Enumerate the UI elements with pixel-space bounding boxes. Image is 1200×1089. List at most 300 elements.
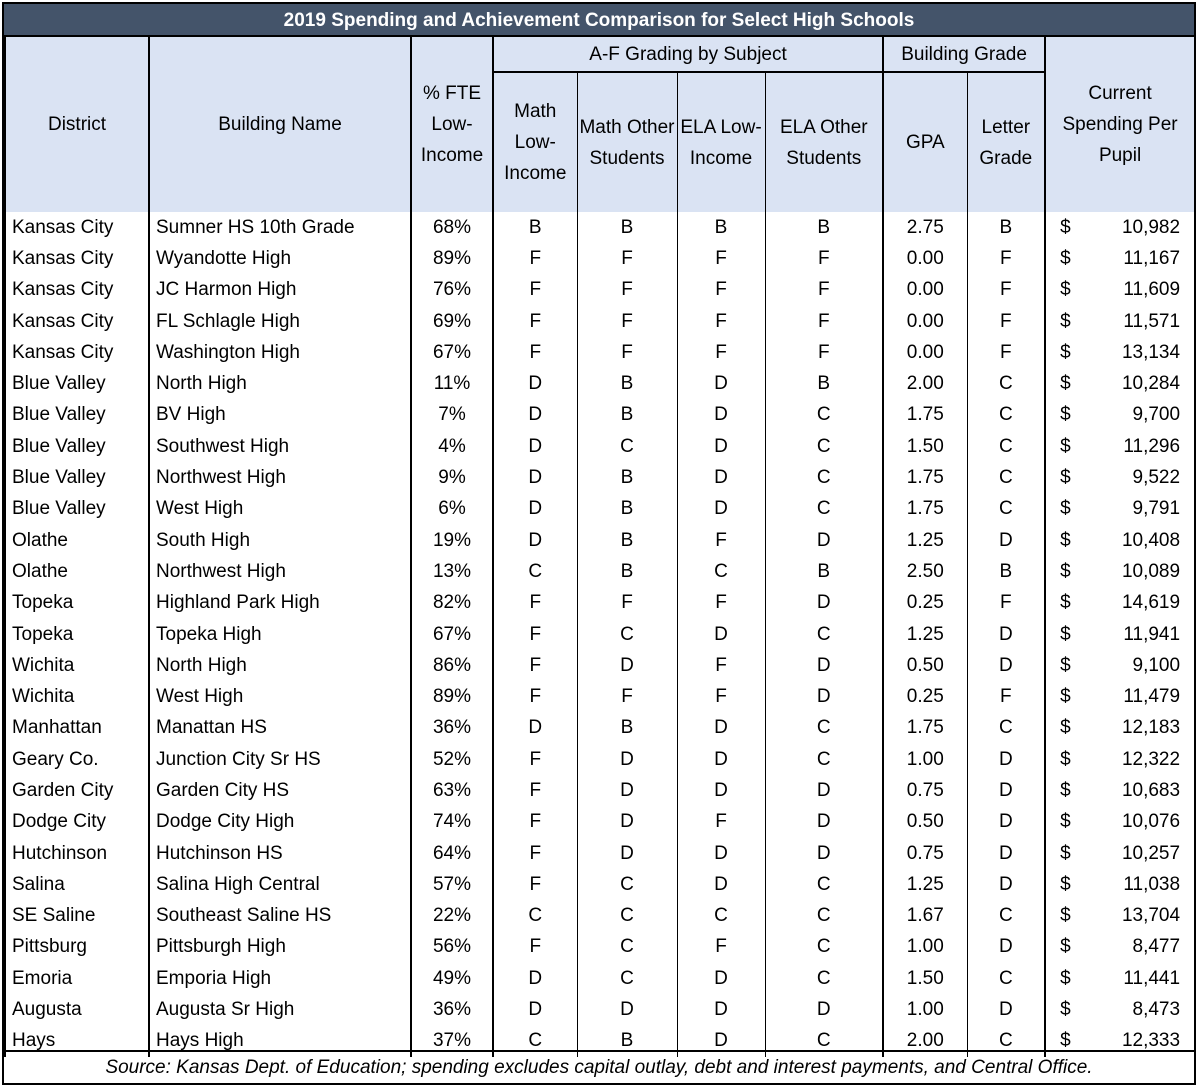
building-name-cell: FL Schlagle High xyxy=(149,306,411,337)
spending-value: 11,441 xyxy=(1123,967,1181,989)
math-low-income-cell: F xyxy=(493,807,577,838)
gpa-cell: 0.00 xyxy=(883,337,967,368)
currency-symbol: $ xyxy=(1060,686,1071,708)
district-cell: Emoria xyxy=(5,963,149,994)
table-row xyxy=(5,212,1195,243)
ela-low-income-cell: D xyxy=(677,494,765,525)
gpa-cell: 0.00 xyxy=(883,275,967,306)
math-other-students-cell: C xyxy=(577,932,677,963)
header-letter-grade: Letter Grade xyxy=(967,72,1045,212)
spending-value: 9,700 xyxy=(1132,404,1181,426)
ela-low-income-cell: F xyxy=(677,807,765,838)
gpa-cell: 0.50 xyxy=(883,650,967,681)
currency-symbol: $ xyxy=(1060,779,1071,801)
district-cell: Salina xyxy=(5,869,149,900)
math-other-students-cell: B xyxy=(577,494,677,525)
spending-per-pupil-cell xyxy=(1045,462,1195,493)
table-row xyxy=(5,588,1195,619)
spending-value: 13,704 xyxy=(1121,905,1181,927)
letter-grade-cell: D xyxy=(967,932,1045,963)
district-cell: Blue Valley xyxy=(5,431,149,462)
fte-low-income-cell: 7% xyxy=(411,400,493,431)
ela-low-income-cell: D xyxy=(677,1026,765,1057)
spending-value: 12,322 xyxy=(1121,748,1181,770)
ela-low-income-cell: D xyxy=(677,713,765,744)
spending-per-pupil-cell xyxy=(1045,744,1195,775)
letter-grade-cell: F xyxy=(967,588,1045,619)
building-name-cell: Topeka High xyxy=(149,619,411,650)
building-name-cell: Wyandotte High xyxy=(149,243,411,274)
spending-value: 11,941 xyxy=(1123,623,1181,645)
table-row xyxy=(5,556,1195,587)
spending-per-pupil-cell xyxy=(1045,775,1195,806)
spending-per-pupil-cell xyxy=(1045,337,1195,368)
math-other-students-cell: C xyxy=(577,431,677,462)
header-math-other-students: Math Other Students xyxy=(577,72,677,212)
gpa-cell: 2.75 xyxy=(883,212,967,243)
building-name-cell: Hutchinson HS xyxy=(149,838,411,869)
ela-other-students-cell: F xyxy=(765,243,883,274)
math-low-income-cell: C xyxy=(493,901,577,932)
district-cell: Blue Valley xyxy=(5,368,149,399)
ela-other-students-cell: D xyxy=(765,807,883,838)
gpa-cell: 2.00 xyxy=(883,368,967,399)
fte-low-income-cell: 89% xyxy=(411,681,493,712)
ela-low-income-cell: D xyxy=(677,462,765,493)
district-cell: Pittsburg xyxy=(5,932,149,963)
spending-value: 10,089 xyxy=(1121,560,1181,582)
spending-value: 12,183 xyxy=(1121,717,1181,739)
fte-low-income-cell: 67% xyxy=(411,337,493,368)
building-name-cell: West High xyxy=(149,681,411,712)
spending-per-pupil-cell xyxy=(1045,212,1195,243)
currency-symbol: $ xyxy=(1060,1030,1071,1052)
ela-other-students-cell: C xyxy=(765,462,883,493)
building-name-cell: Southeast Saline HS xyxy=(149,901,411,932)
currency-symbol: $ xyxy=(1060,310,1071,332)
district-cell: Manhattan xyxy=(5,713,149,744)
spending-per-pupil-cell xyxy=(1045,807,1195,838)
currency-symbol: $ xyxy=(1060,498,1071,520)
math-low-income-cell: F xyxy=(493,650,577,681)
spending-per-pupil-cell xyxy=(1045,994,1195,1025)
math-other-students-cell: F xyxy=(577,681,677,712)
building-name-cell: South High xyxy=(149,525,411,556)
spending-value: 11,038 xyxy=(1123,873,1181,895)
building-name-cell: Junction City Sr HS xyxy=(149,744,411,775)
math-other-students-cell: B xyxy=(577,525,677,556)
letter-grade-cell: C xyxy=(967,368,1045,399)
table-body xyxy=(5,212,1195,1057)
letter-grade-cell: D xyxy=(967,744,1045,775)
currency-symbol: $ xyxy=(1060,842,1071,864)
ela-low-income-cell: F xyxy=(677,932,765,963)
ela-low-income-cell: D xyxy=(677,963,765,994)
building-name-cell: Northwest High xyxy=(149,462,411,493)
gpa-cell: 0.50 xyxy=(883,807,967,838)
spending-value: 11,167 xyxy=(1123,247,1181,269)
fte-low-income-cell: 56% xyxy=(411,932,493,963)
ela-low-income-cell: C xyxy=(677,556,765,587)
ela-other-students-cell: D xyxy=(765,588,883,619)
math-other-students-cell: B xyxy=(577,1026,677,1057)
district-cell: Dodge City xyxy=(5,807,149,838)
currency-symbol: $ xyxy=(1060,873,1071,895)
gpa-cell: 1.00 xyxy=(883,932,967,963)
spending-per-pupil-cell xyxy=(1045,306,1195,337)
ela-other-students-cell: B xyxy=(765,556,883,587)
table-row xyxy=(5,400,1195,431)
building-name-cell: Pittsburgh High xyxy=(149,932,411,963)
source-note: Source: Kansas Dept. of Education; spending excludes capital outlay, debt and interest payments, and Central Office. xyxy=(4,1050,1194,1083)
currency-symbol: $ xyxy=(1060,404,1071,426)
gpa-cell: 1.75 xyxy=(883,713,967,744)
letter-grade-cell: C xyxy=(967,901,1045,932)
currency-symbol: $ xyxy=(1060,341,1071,363)
building-name-cell: Manattan HS xyxy=(149,713,411,744)
table-row xyxy=(5,431,1195,462)
letter-grade-cell: D xyxy=(967,525,1045,556)
fte-low-income-cell: 37% xyxy=(411,1026,493,1057)
gpa-cell: 0.00 xyxy=(883,243,967,274)
letter-grade-cell: C xyxy=(967,713,1045,744)
ela-other-students-cell: F xyxy=(765,275,883,306)
gpa-cell: 1.50 xyxy=(883,431,967,462)
ela-other-students-cell: C xyxy=(765,901,883,932)
table-row xyxy=(5,243,1195,274)
currency-symbol: $ xyxy=(1060,748,1071,770)
math-other-students-cell: B xyxy=(577,400,677,431)
letter-grade-cell: F xyxy=(967,337,1045,368)
district-cell: Hutchinson xyxy=(5,838,149,869)
math-low-income-cell: B xyxy=(493,212,577,243)
letter-grade-cell: C xyxy=(967,1026,1045,1057)
table-row xyxy=(5,525,1195,556)
letter-grade-cell: D xyxy=(967,775,1045,806)
header-building-grade-group: Building Grade xyxy=(883,37,1045,72)
ela-low-income-cell: D xyxy=(677,619,765,650)
fte-low-income-cell: 64% xyxy=(411,838,493,869)
math-low-income-cell: D xyxy=(493,525,577,556)
letter-grade-cell: C xyxy=(967,462,1045,493)
building-name-cell: North High xyxy=(149,368,411,399)
gpa-cell: 1.00 xyxy=(883,994,967,1025)
spending-per-pupil-cell xyxy=(1045,681,1195,712)
currency-symbol: $ xyxy=(1060,279,1071,301)
table-row xyxy=(5,994,1195,1025)
table-row xyxy=(5,306,1195,337)
currency-symbol: $ xyxy=(1060,529,1071,551)
letter-grade-cell: B xyxy=(967,556,1045,587)
currency-symbol: $ xyxy=(1060,999,1071,1021)
building-name-cell: BV High xyxy=(149,400,411,431)
currency-symbol: $ xyxy=(1060,467,1071,489)
building-name-cell: Augusta Sr High xyxy=(149,994,411,1025)
ela-other-students-cell: D xyxy=(765,775,883,806)
fte-low-income-cell: 86% xyxy=(411,650,493,681)
letter-grade-cell: F xyxy=(967,275,1045,306)
currency-symbol: $ xyxy=(1060,905,1071,927)
gpa-cell: 1.25 xyxy=(883,869,967,900)
letter-grade-cell: C xyxy=(967,494,1045,525)
building-name-cell: JC Harmon High xyxy=(149,275,411,306)
spending-per-pupil-cell xyxy=(1045,431,1195,462)
fte-low-income-cell: 22% xyxy=(411,901,493,932)
building-name-cell: Hays High xyxy=(149,1026,411,1057)
ela-other-students-cell: D xyxy=(765,525,883,556)
table-row xyxy=(5,494,1195,525)
table-row xyxy=(5,963,1195,994)
district-cell: Topeka xyxy=(5,619,149,650)
building-name-cell: Southwest High xyxy=(149,431,411,462)
fte-low-income-cell: 69% xyxy=(411,306,493,337)
ela-other-students-cell: C xyxy=(765,869,883,900)
spending-per-pupil-cell xyxy=(1045,588,1195,619)
spending-per-pupil-cell xyxy=(1045,368,1195,399)
fte-low-income-cell: 9% xyxy=(411,462,493,493)
table-title: 2019 Spending and Achievement Comparison for Select High Schools xyxy=(4,4,1194,37)
math-low-income-cell: F xyxy=(493,744,577,775)
ela-other-students-cell: C xyxy=(765,619,883,650)
currency-symbol: $ xyxy=(1060,560,1071,582)
fte-low-income-cell: 4% xyxy=(411,431,493,462)
table-row xyxy=(5,932,1195,963)
math-other-students-cell: B xyxy=(577,212,677,243)
ela-other-students-cell: C xyxy=(765,932,883,963)
ela-low-income-cell: F xyxy=(677,243,765,274)
building-name-cell: Dodge City High xyxy=(149,807,411,838)
header-fte-low-income: % FTE Low-Income xyxy=(411,37,493,212)
letter-grade-cell: D xyxy=(967,869,1045,900)
currency-symbol: $ xyxy=(1060,216,1071,238)
building-name-cell: Washington High xyxy=(149,337,411,368)
ela-low-income-cell: F xyxy=(677,681,765,712)
table-row xyxy=(5,901,1195,932)
district-cell: Kansas City xyxy=(5,275,149,306)
math-low-income-cell: C xyxy=(493,1026,577,1057)
spending-achievement-table xyxy=(4,37,1196,1057)
spending-value: 14,619 xyxy=(1121,592,1181,614)
ela-low-income-cell: D xyxy=(677,838,765,869)
ela-other-students-cell: C xyxy=(765,713,883,744)
header-ela-other-students: ELA Other Students xyxy=(765,72,883,212)
math-low-income-cell: F xyxy=(493,932,577,963)
ela-other-students-cell: D xyxy=(765,994,883,1025)
district-cell: Kansas City xyxy=(5,337,149,368)
ela-other-students-cell: F xyxy=(765,337,883,368)
ela-low-income-cell: D xyxy=(677,869,765,900)
gpa-cell: 1.25 xyxy=(883,619,967,650)
table-row xyxy=(5,368,1195,399)
spending-value: 10,683 xyxy=(1121,779,1181,801)
ela-low-income-cell: F xyxy=(677,525,765,556)
ela-low-income-cell: D xyxy=(677,744,765,775)
spending-per-pupil-cell xyxy=(1045,869,1195,900)
ela-other-students-cell: C xyxy=(765,963,883,994)
ela-other-students-cell: B xyxy=(765,368,883,399)
ela-other-students-cell: D xyxy=(765,838,883,869)
gpa-cell: 0.25 xyxy=(883,681,967,712)
spending-per-pupil-cell xyxy=(1045,556,1195,587)
header-spending-per-pupil: Current Spending Per Pupil xyxy=(1045,37,1195,212)
building-name-cell: Highland Park High xyxy=(149,588,411,619)
district-cell: Garden City xyxy=(5,775,149,806)
fte-low-income-cell: 57% xyxy=(411,869,493,900)
district-cell: Blue Valley xyxy=(5,400,149,431)
fte-low-income-cell: 89% xyxy=(411,243,493,274)
building-name-cell: Emporia High xyxy=(149,963,411,994)
spending-per-pupil-cell xyxy=(1045,525,1195,556)
table-row xyxy=(5,337,1195,368)
gpa-cell: 1.75 xyxy=(883,494,967,525)
math-low-income-cell: F xyxy=(493,588,577,619)
district-cell: Wichita xyxy=(5,650,149,681)
math-low-income-cell: D xyxy=(493,994,577,1025)
ela-low-income-cell: F xyxy=(677,306,765,337)
building-name-cell: Sumner HS 10th Grade xyxy=(149,212,411,243)
math-other-students-cell: F xyxy=(577,243,677,274)
currency-symbol: $ xyxy=(1060,967,1071,989)
spending-value: 13,134 xyxy=(1121,341,1181,363)
ela-low-income-cell: F xyxy=(677,337,765,368)
header-district: District xyxy=(5,37,149,212)
header-af-grading-group: A-F Grading by Subject xyxy=(493,37,883,72)
currency-symbol: $ xyxy=(1060,936,1071,958)
spending-value: 10,257 xyxy=(1121,842,1181,864)
currency-symbol: $ xyxy=(1060,623,1071,645)
gpa-cell: 1.75 xyxy=(883,462,967,493)
math-other-students-cell: B xyxy=(577,713,677,744)
currency-symbol: $ xyxy=(1060,717,1071,739)
math-low-income-cell: C xyxy=(493,556,577,587)
spending-per-pupil-cell xyxy=(1045,901,1195,932)
spending-per-pupil-cell xyxy=(1045,619,1195,650)
spending-value: 9,522 xyxy=(1132,467,1181,489)
fte-low-income-cell: 52% xyxy=(411,744,493,775)
spending-value: 8,477 xyxy=(1132,936,1181,958)
fte-low-income-cell: 76% xyxy=(411,275,493,306)
header-building-name: Building Name xyxy=(149,37,411,212)
letter-grade-cell: D xyxy=(967,650,1045,681)
spending-per-pupil-cell xyxy=(1045,838,1195,869)
math-other-students-cell: C xyxy=(577,619,677,650)
letter-grade-cell: C xyxy=(967,431,1045,462)
district-cell: Augusta xyxy=(5,994,149,1025)
spending-value: 11,296 xyxy=(1123,435,1181,457)
ela-low-income-cell: F xyxy=(677,588,765,619)
math-low-income-cell: D xyxy=(493,713,577,744)
spending-per-pupil-cell xyxy=(1045,963,1195,994)
gpa-cell: 1.00 xyxy=(883,744,967,775)
math-low-income-cell: F xyxy=(493,337,577,368)
header-ela-low-income: ELA Low-Income xyxy=(677,72,765,212)
math-low-income-cell: D xyxy=(493,400,577,431)
math-other-students-cell: C xyxy=(577,901,677,932)
math-other-students-cell: D xyxy=(577,994,677,1025)
table-row xyxy=(5,838,1195,869)
ela-other-students-cell: D xyxy=(765,681,883,712)
math-low-income-cell: F xyxy=(493,681,577,712)
ela-other-students-cell: F xyxy=(765,306,883,337)
spending-per-pupil-cell xyxy=(1045,494,1195,525)
letter-grade-cell: F xyxy=(967,681,1045,712)
header-math-low-income: Math Low-Income xyxy=(493,72,577,212)
gpa-cell: 1.67 xyxy=(883,901,967,932)
fte-low-income-cell: 49% xyxy=(411,963,493,994)
spending-per-pupil-cell xyxy=(1045,650,1195,681)
district-cell: Olathe xyxy=(5,525,149,556)
gpa-cell: 0.75 xyxy=(883,838,967,869)
letter-grade-cell: D xyxy=(967,619,1045,650)
district-cell: Olathe xyxy=(5,556,149,587)
ela-low-income-cell: B xyxy=(677,212,765,243)
currency-symbol: $ xyxy=(1060,247,1071,269)
gpa-cell: 0.00 xyxy=(883,306,967,337)
math-other-students-cell: F xyxy=(577,275,677,306)
table-row xyxy=(5,275,1195,306)
spending-value: 9,100 xyxy=(1132,654,1181,676)
math-other-students-cell: D xyxy=(577,775,677,806)
table-row xyxy=(5,681,1195,712)
spending-per-pupil-cell xyxy=(1045,400,1195,431)
letter-grade-cell: F xyxy=(967,243,1045,274)
ela-other-students-cell: D xyxy=(765,650,883,681)
spending-value: 11,571 xyxy=(1123,310,1181,332)
table-row xyxy=(5,650,1195,681)
letter-grade-cell: D xyxy=(967,807,1045,838)
gpa-cell: 1.25 xyxy=(883,525,967,556)
ela-other-students-cell: C xyxy=(765,431,883,462)
math-low-income-cell: F xyxy=(493,869,577,900)
math-low-income-cell: F xyxy=(493,306,577,337)
math-low-income-cell: D xyxy=(493,431,577,462)
letter-grade-cell: C xyxy=(967,963,1045,994)
math-other-students-cell: D xyxy=(577,807,677,838)
fte-low-income-cell: 6% xyxy=(411,494,493,525)
header-gpa: GPA xyxy=(883,72,967,212)
ela-low-income-cell: F xyxy=(677,275,765,306)
table-row xyxy=(5,775,1195,806)
letter-grade-cell: D xyxy=(967,838,1045,869)
fte-low-income-cell: 36% xyxy=(411,994,493,1025)
math-other-students-cell: F xyxy=(577,588,677,619)
letter-grade-cell: D xyxy=(967,994,1045,1025)
district-cell: Blue Valley xyxy=(5,462,149,493)
ela-other-students-cell: C xyxy=(765,1026,883,1057)
currency-symbol: $ xyxy=(1060,654,1071,676)
gpa-cell: 0.25 xyxy=(883,588,967,619)
fte-low-income-cell: 19% xyxy=(411,525,493,556)
table-row xyxy=(5,462,1195,493)
math-low-income-cell: F xyxy=(493,838,577,869)
math-low-income-cell: F xyxy=(493,775,577,806)
math-other-students-cell: D xyxy=(577,650,677,681)
ela-low-income-cell: F xyxy=(677,650,765,681)
math-low-income-cell: D xyxy=(493,462,577,493)
math-low-income-cell: F xyxy=(493,243,577,274)
building-name-cell: Salina High Central xyxy=(149,869,411,900)
math-other-students-cell: B xyxy=(577,556,677,587)
fte-low-income-cell: 63% xyxy=(411,775,493,806)
math-other-students-cell: C xyxy=(577,869,677,900)
fte-low-income-cell: 36% xyxy=(411,713,493,744)
table-row xyxy=(5,744,1195,775)
spending-value: 12,333 xyxy=(1121,1030,1181,1052)
math-other-students-cell: D xyxy=(577,838,677,869)
gpa-cell: 2.50 xyxy=(883,556,967,587)
math-low-income-cell: D xyxy=(493,368,577,399)
math-other-students-cell: F xyxy=(577,337,677,368)
